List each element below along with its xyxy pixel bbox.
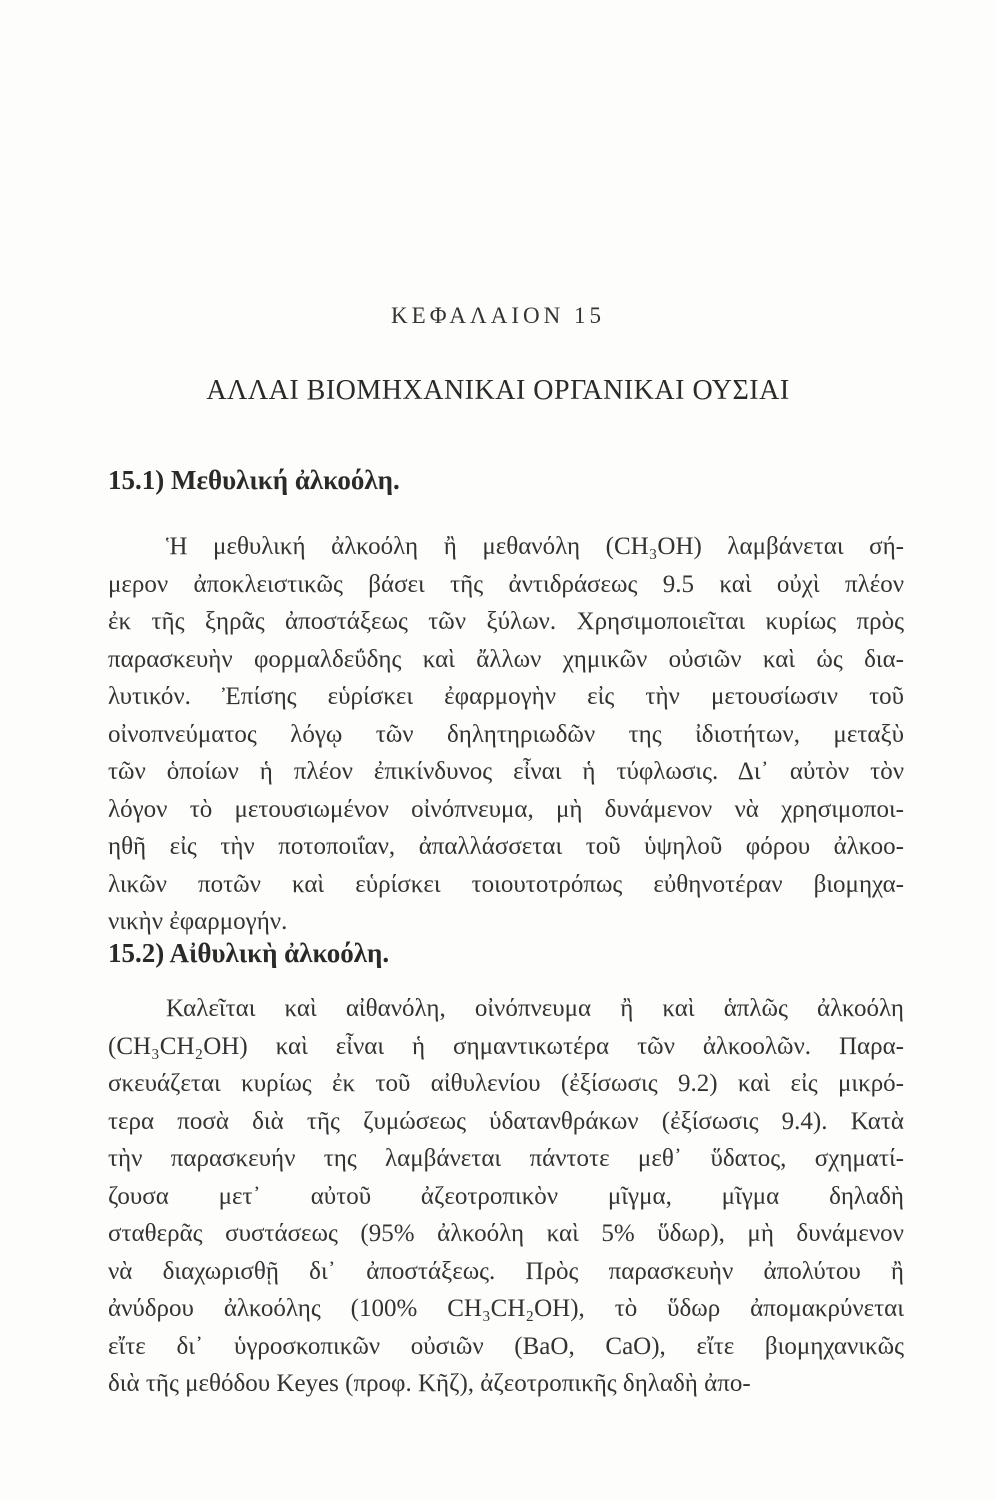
text-line: ἐκ τῆς ξηρᾶς ἀποστάξεως τῶν ξύλων. Χρησιμοποιεῖται κυρίως πρὸς <box>108 608 904 635</box>
text-line: παρασκευὴν φορμαλδεΰδης καὶ ἄλλων χημικῶν οὐσιῶν καὶ ὡς δια- <box>108 645 904 673</box>
text-line: διὰ τῆς μεθόδου Keyes (προφ. Κῆζ), ἀζεοτροπικῆς δηλαδὴ ἀπο- <box>108 1370 751 1397</box>
text-line: (CH₃CH₂OH) καὶ εἶναι ἡ σημαντικωτέρα τῶν ἀλκοολῶν. Παρα- <box>108 1032 904 1060</box>
text-line: σκευάζεται κυρίως ἐκ τοῦ αἰθυλενίου (ἐξίσωσις 9.2) καὶ εἰς μικρό- <box>108 1070 904 1097</box>
text-line: μερον ἀποκλειστικῶς βάσει τῆς ἀντιδράσεως 9.5 καὶ οὐχὶ πλέον <box>108 570 904 598</box>
text-line: νὰ διαχωρισθῇ δι᾽ ἀποστάξεως. Πρὸς παρασκευὴν ἀπολύτου ἢ <box>108 1257 904 1285</box>
text-line: ηθῆ εἰς τὴν ποτοποιΐαν, ἀπαλλάσσεται τοῦ ὑψηλοῦ φόρου ἀλκοο- <box>108 833 904 860</box>
chapter-label: ΚΕΦΑΛΑΙΟΝ 15 <box>391 303 605 328</box>
section-heading-15-2: 15.2) Αἰθυλικὴ ἀλκοόλη. <box>108 938 390 968</box>
chapter-title: ΑΛΛΑΙ ΒΙΟΜΗΧΑΝΙΚΑΙ ΟΡΓΑΝΙΚΑΙ ΟΥΣΙΑΙ <box>206 375 790 406</box>
text-line: ἀνύδρου ἀλκοόλης (100% CH₃CH₂OH), τὸ ὕδωρ ἀπομακρύνεται <box>108 1295 904 1322</box>
text-line: εἴτε δι᾽ ὑγροσκοπικῶν οὐσιῶν (BaO, CaO), εἴτε βιομηχανικῶς <box>108 1332 904 1360</box>
text-line: τὴν παρασκευήν της λαμβάνεται πάντοτε μεθ᾽ ὕδατος, σχηματί- <box>108 1145 904 1172</box>
section-heading-15-1: 15.1) Μεθυλική ἀλκοόλη. <box>108 465 400 495</box>
text-line: τῶν ὁποίων ἡ πλέον ἐπικίνδυνος εἶναι ἡ τύφλωσις. Δι᾽ αὐτὸν τὸν <box>108 758 904 785</box>
text-line: λυτικόν. Ἐπίσης εὑρίσκει ἐφαρμογὴν εἰς τὴν μετουσίωσιν τοῦ <box>108 683 904 710</box>
text-line: λικῶν ποτῶν καὶ εὑρίσκει τοιουτοτρόπως εὐθηνοτέραν βιομηχα- <box>108 870 904 898</box>
text-line: Ἡ μεθυλική ἀλκοόλη ἢ μεθανόλη (CH₃OH) λαμβάνεται σή- <box>166 533 904 560</box>
text-line: σταθερᾶς συστάσεως (95% ἀλκοόλη καὶ 5% ὕδωρ), μὴ δυνάμενον <box>108 1220 904 1247</box>
text-line: οἰνοπνεύματος λόγῳ τῶν δηλητηριωδῶν της ἰδιοτήτων, μεταξὺ <box>108 720 904 748</box>
paragraph-ethyl-alcohol <box>108 990 904 1403</box>
paragraph-methyl-alcohol <box>108 528 904 941</box>
text-line: ζουσα μετ᾽ αὐτοῦ ἀζεοτροπικὸν μῖγμα, μῖγμα δηλαδὴ <box>108 1182 904 1210</box>
text-line: Καλεῖται καὶ αἰθανόλη, οἰνόπνευμα ἢ καὶ ἁπλῶς ἀλκοόλη <box>166 995 904 1022</box>
text-line: τερα ποσὰ διὰ τῆς ζυμώσεως ὑδατανθράκων (ἐξίσωσις 9.4). Κατὰ <box>108 1107 904 1135</box>
text-line: λόγον τὸ μετουσιωμένον οἰνόπνευμα, μὴ δυνάμενον νὰ χρησιμοποι- <box>108 795 904 823</box>
text-line: νικὴν ἐφαρμογήν. <box>108 908 288 935</box>
